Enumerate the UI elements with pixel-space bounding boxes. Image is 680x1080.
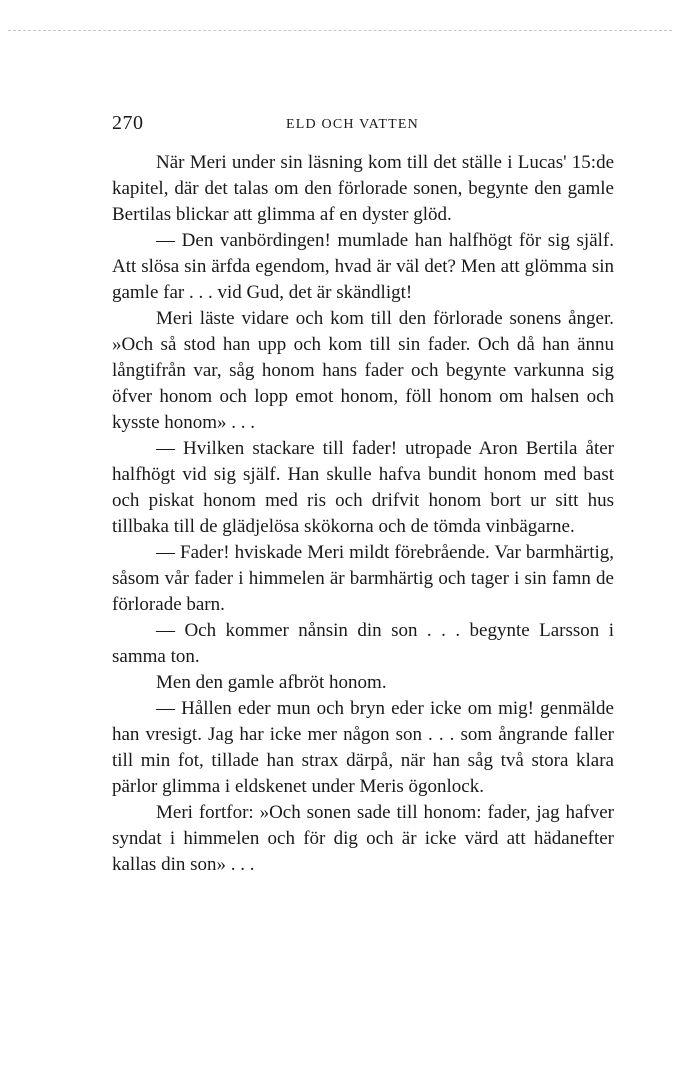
paragraph: — Och kommer nånsin din son . . . begynte Larsson i samma ton. — [112, 620, 614, 667]
paragraph: — Hållen eder mun och bryn eder icke om mig! genmälde han vresigt. Jag har icke mer någon son . . . som ångrande faller till min fot, tillade han strax därpå, när han såg två stora klara pärlor glimma i eldskenet under Meris ögonlock. — [112, 698, 614, 797]
body-text — [112, 150, 614, 878]
paragraph: Meri läste vidare och kom till den förlorade sonens ånger. »Och så stod han upp och kom till sin fader. Och då han ännu långtifrån var, såg honom hans fader och begynte varkunna sig öfver honom och lopp emot honom, föll honom om halsen och kysste honom» . . . — [112, 308, 614, 433]
paragraph: — Hvilken stackare till fader! utropade Aron Bertila åter halfhögt vid sig själf. Han skulle hafva bundit honom med bast och piskat honom med ris och drifvit honom bort ur sitt hus tillbaka till de glädjelösa skökorna och de tömda vinbägarne. — [112, 438, 614, 537]
paragraph: Meri fortfor: »Och sonen sade till honom: fader, jag hafver syndat i himmelen och för dig och är icke värd att hädanefter kallas din son» . . . — [112, 802, 614, 875]
paragraph: — Den vanbördingen! mumlade han halfhögt för sig själf. Att slösa sin ärfda egendom, hvad är väl det? Men att glömma sin gamle far . . . vid Gud, det är skändligt! — [112, 230, 614, 303]
page-header — [112, 112, 614, 138]
scan-edge-rule — [8, 30, 672, 31]
page-number: 270 — [112, 112, 144, 134]
paragraph: — Fader! hviskade Meri mildt förebrående. Var barmhärtig, såsom vår fader i himmelen är barmhärtig och tager i sin famn de förlorade barn. — [112, 542, 614, 615]
paragraph: När Meri under sin läsning kom till det ställe i Lucas' 15:de kapitel, där det talas om den förlorade sonen, begynte den gamle Bertilas blickar att glimma af en dyster glöd. — [112, 152, 614, 225]
paragraph: Men den gamle afbröt honom. — [156, 672, 387, 693]
running-title: ELD OCH VATTEN — [286, 117, 419, 132]
